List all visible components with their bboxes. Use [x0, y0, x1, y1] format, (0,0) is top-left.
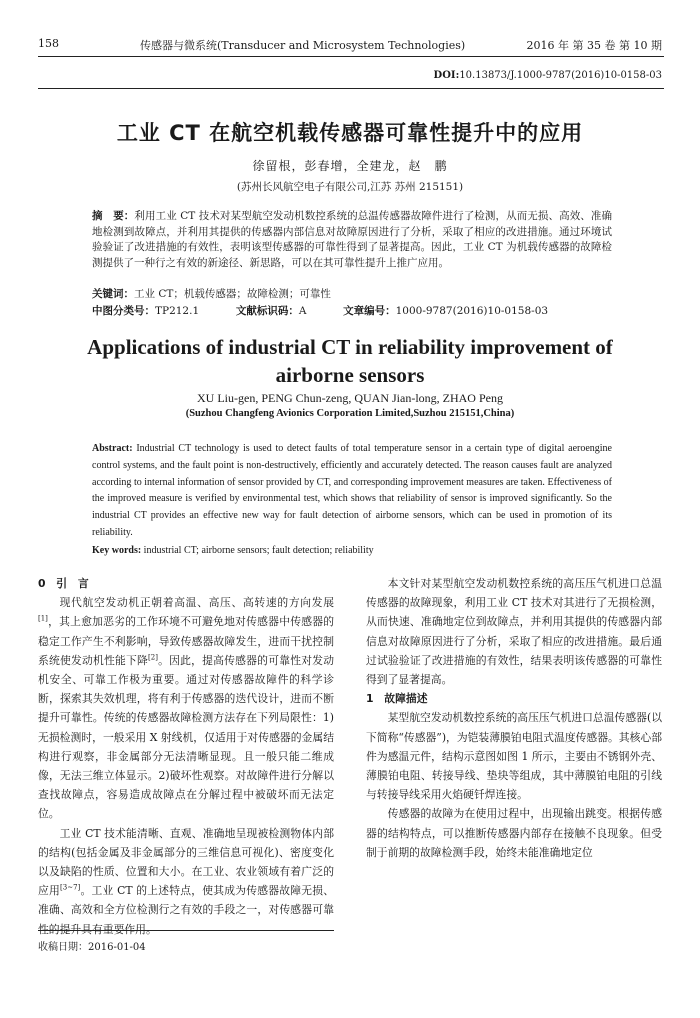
keywords-cn: 关键词：工业 CT；机载传感器；故障检测；可靠性 [92, 288, 331, 300]
paragraph: 某型航空发动机数控系统的高压压气机进口总温传感器(以下简称“传感器”)，为铠装薄膜铂电阻式温度传感器。其核心部件为感温元件，结构示意图如图 1 所示，主要由不锈钢外壳、薄膜铂电阻、转接导线、垫块等组成，其中薄膜铂电阻的引线与转接导线采用火焰硬钎焊连接。 [366, 711, 662, 802]
doi-rule [38, 88, 664, 89]
footnote-rule [38, 930, 334, 931]
section-heading: 1 故障描述 [366, 692, 428, 706]
paragraph: 本文针对某型航空发动机数控系统的高压压气机进口总温传感器的故障现象，利用工业 CT 技术对其进行了无损检测，从而快速、准确地定位到故障点，并利用其提供的传感器内部信息对故障原因进行了分析，采取了相应的改进措施。最后通过试验验证了改进措施的有效性，结果表明该传感器的可靠性得到了显著提高。 [366, 577, 662, 687]
section-heading: 0 引 言 [38, 577, 89, 590]
issue-info: 2016 年 第 35 卷 第 10 期 [526, 39, 662, 52]
doi: DOI:10.13873/J.1000-9787(2016)10-0158-03 [433, 70, 662, 81]
paragraph: 传感器的故障为在使用过程中，出现输出跳变。根据传感器的结构特点，可以推断传感器内部存在接触不良现象。但受制于前期的故障检测手段，始终未能准确地定位 [366, 807, 662, 859]
authors-cn: 徐留根，彭春增，全建龙，赵 鹏 [252, 159, 448, 173]
title-cn: 工业 CT 在航空机载传感器可靠性提升中的应用 [116, 121, 584, 145]
paragraph: 工业 CT 技术能清晰、直观、准确地呈现被检测物体内部的结构(包括金属及非金属部分的三维信息可视化)、密度变化以及缺陷的性质、位置和大小。在工业、农业领域有着广泛的应用[3~7]。工业 CT 的上述特点，使其成为传感器故障无损、准确、高效和全方位检测行之有效的手段之一，对传感器可靠性的提升具有重要作用。 [38, 826, 335, 936]
journal-title: 传感器与微系统(Transducer and Microsystem Technologies) [140, 39, 466, 52]
page-number: 158 [38, 37, 59, 50]
body-right-column [366, 574, 662, 862]
received-date: 收稿日期：2016-01-04 [38, 942, 146, 953]
affiliation-cn: (苏州长风航空电子有限公司,江苏 苏州 215151) [236, 181, 464, 193]
abstract-cn: 摘 要：利用工业 CT 技术对某型航空发动机数控系统的总温传感器故障件进行了检测，从而无损、高效、准确地检测到故障点，并利用其提供的传感器内部信息对故障原因进行了分析，采取了相应的改进措施。通过环境试验验证了改进措施的有效性，表明该型传感器的可靠性得到了显著提高。因此，工业 CT 为机载传感器的故障检测提供了一种行之有效的新途径、新思路，可以在其可靠性提升上推广应用。 [92, 210, 612, 269]
keywords-en: Key words: industrial CT; airborne sensors; fault detection; reliability [92, 545, 374, 556]
header-rule [38, 56, 664, 57]
abstract-en: Abstract: Industrial CT technology is used to detect faults of total temperature sensor in a certain type of digital aeroengine control systems, and the fault point is non-destructively, efficiently and accurately detected. The reason causes fault are analyzed according to internal information of sensor provided by CT, and corresponding improvement measures are taken. Effectiveness of the improved measure is verified by environmental test, which shows that reliability of sensor is improved significantly. So the industrial CT provides an effective new way for fault detection of airborne sensors, which can be used in promotion of its reliability. [92, 443, 612, 538]
paragraph: 现代航空发动机正朝着高温、高压、高转速的方向发展[1]，其上愈加恶劣的工作环境不可避免地对传感器中传感器的稳定工作产生不利影响，导致传感器故障发生，进而干扰控制系统使发动机性能下降[2]。因此，提高传感器的可靠性对发动机安全、可靠工作极为重要。通过对传感器故障件的科学诊断，探索其失效机理，将有利于传感器的迭代设计，进而不断提升可靠性。传统的传感器故障检测方法存在下列局限性：1)无损检测时，一般采用 X 射线机，仅适用于对传感器的金属结构进行观察，非金属部分无法清晰显现。且一般只能二维成像，无法三维立体显示。2)破坏性观察。对故障件进行分解以查找故障点，容易造成故障点在分解过程中被破坏而无法定位。 [38, 596, 334, 821]
classification: 中图分类号：TP212.1 文献标识码：A 文章编号：1000-9787(2016)10-0158-03 [92, 305, 549, 317]
authors-en: XU Liu-gen, PENG Chun-zeng, QUAN Jian-long, ZHAO Peng [197, 391, 503, 405]
affiliation-en: (Suzhou Changfeng Avionics Corporation Limited,Suzhou 215151,China) [185, 408, 515, 419]
title-en: Applications of industrial CT in reliability improvement of airborne sensors [87, 335, 613, 387]
body-left-column [38, 574, 334, 939]
